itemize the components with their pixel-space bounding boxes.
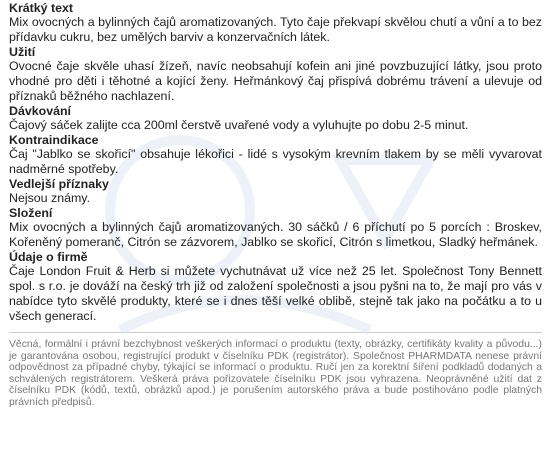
section-text-usage: Ovocné čaje skvěle uhasí žízeň, navíc neobsahují kofein ani jiné povzbuzující látky, jsou proto vhodné pro děti i těhotné a kojící ženy. Heřmánkový čaj přispívá dobrému trávení a ulevuje od příznaků běžného nachlazení. [9, 59, 542, 103]
section-contraindications [9, 133, 542, 177]
section-title-contraindications: Kontraindikace [9, 133, 99, 147]
section-composition [9, 206, 542, 250]
section-title-company-info: Údaje o firmě [9, 250, 88, 264]
section-usage [9, 45, 542, 104]
section-company-info [9, 250, 542, 324]
section-text-contraindications: Čaj "Jablko se skořicí" obsahuje lékořici - lidé s vysokým krevním tlakem by se měli vyvarovat nadměrné spotřeby. [9, 147, 542, 176]
disclaimer-divider [9, 332, 542, 333]
section-text-short-text: Mix ovocných a bylinných čajů aromatizovaných. Tyto čaje překvapí skvělou chutí a vůní a to bez přídavku cukru, bez umělých barviv a konzervačních látek. [9, 15, 542, 44]
section-text-dosage: Čajový sáček zalijte cca 200ml čerstvě uvařené vody a vyluhujte po dobu 2-5 minut. [9, 118, 469, 132]
section-title-short-text: Krátký text [9, 1, 74, 15]
section-title-usage: Užití [9, 45, 36, 59]
section-title-dosage: Dávkování [9, 104, 71, 118]
section-short-text [9, 1, 542, 45]
section-title-composition: Složení [9, 206, 53, 220]
section-title-side-effects: Vedlejší příznaky [9, 177, 109, 191]
legal-disclaimer: Věcná, formální i právní bezchybnost veškerých informací o produktu (texty, obrázky, certifikáty kvality a původu...) je garantována osobou, registrující produkt v číselníku PDK (registrátor). Společnost PHARMDATA nenese právní odpovědnost za případné chyby, týkající se informací o produktu. Ručí jen za korektní šíření podkladů dodaných a schválených registrátorem. Veškerá práva pořizovatele číselníku PDK jsou vyhrazena. Neoprávněné užití dat z číselníku PDK (kódů, textů, obrázků apod.) je porušením autorského práva a bude postihováno podle platných právních předpisů. [9, 339, 542, 408]
section-side-effects [9, 177, 542, 206]
section-dosage [9, 104, 542, 133]
section-text-side-effects: Nejsou známy. [9, 191, 91, 205]
section-text-company-info: Čaje London Fruit & Herb si můžete vychutnávat už více než 25 let. Společnost Tony Bennett spol. s r.o. je dováží na český trh již od založení společnosti a jsou pyšni na to, že mají pro vás v nabídce tyto skvělé produkty, které se i dnes těší velké oblibě, stejně tak jako na počátku a to u všech generací. [9, 264, 542, 323]
section-text-composition: Mix ovocných a bylinných čajů aromatizovaných. 30 sáčků / 6 příchutí po 5 porcích : Broskev, Kořeněný pomeranč, Citrón se zázvorem, Jablko se skořicí, Citrón s limetkou, Sladký heřmánek. [9, 220, 542, 249]
